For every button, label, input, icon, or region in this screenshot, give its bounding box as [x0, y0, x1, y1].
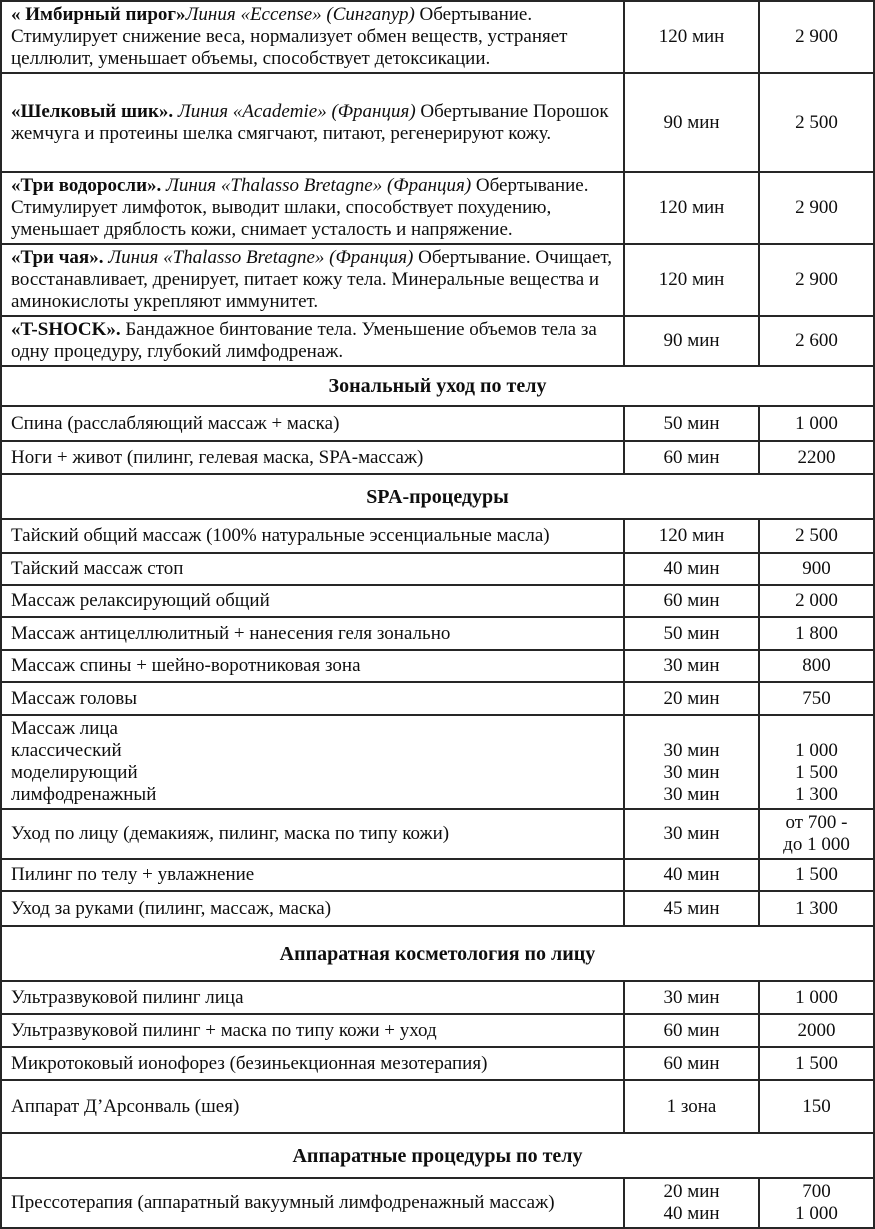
cell-line: 1 000: [795, 740, 838, 761]
duration-cell: [624, 715, 759, 809]
table-row: [1, 1080, 874, 1133]
service-cell: Прессотерапия (аппаратный вакуумный лимфодренажный массаж): [1, 1178, 624, 1228]
price-cell: 1 800: [759, 617, 874, 650]
price-cell: 2 900: [759, 1, 874, 73]
service-text-italic: Линия «Academie» (Франция): [177, 100, 416, 122]
service-text-italic: Линия «Thalasso Bretagne» (Франция): [108, 247, 414, 268]
cell-line: [762, 718, 871, 740]
service-cell: Пилинг по телу + увлажнение: [1, 859, 624, 891]
price-cell: 2 600: [759, 316, 874, 366]
price-cell: 2 500: [759, 519, 874, 553]
table-row: [1, 519, 874, 553]
service-text-bold: «T-SHOCK».: [11, 319, 126, 340]
service-text-bold: « Имбирный пирог»: [11, 4, 186, 25]
price-cell: 1 000: [759, 406, 874, 441]
service-cell: [1, 73, 624, 172]
service-cell: [1, 172, 624, 244]
table-row: [1, 553, 874, 585]
service-line: моделирующий: [11, 762, 138, 783]
table-row: [1, 1047, 874, 1080]
service-cell: Ноги + живот (пилинг, гелевая маска, SPA-массаж): [1, 441, 624, 474]
section-row: [1, 366, 874, 406]
section-row: [1, 1133, 874, 1178]
price-table-body: [1, 1, 874, 1228]
price-cell: 2000: [759, 1014, 874, 1047]
table-row: [1, 891, 874, 926]
table-row: [1, 859, 874, 891]
price-cell: 150: [759, 1080, 874, 1133]
table-row: [1, 406, 874, 441]
service-cell: Уход по лицу (демакияж, пилинг, маска по типу кожи): [1, 809, 624, 859]
service-cell: Тайский массаж стоп: [1, 553, 624, 585]
section-row: [1, 474, 874, 519]
duration-cell: 40 мин: [624, 553, 759, 585]
price-cell: [759, 715, 874, 809]
table-row: [1, 1178, 874, 1228]
table-row: [1, 585, 874, 617]
price-cell: 750: [759, 682, 874, 715]
section-title: Аппаратные процедуры по телу: [1, 1133, 874, 1178]
service-cell: Ультразвуковой пилинг + маска по типу кожи + уход: [1, 1014, 624, 1047]
cell-line: 30 мин: [663, 740, 720, 761]
duration-cell: 50 мин: [624, 406, 759, 441]
duration-cell: 40 мин: [624, 859, 759, 891]
section-title: Аппаратная косметология по лицу: [1, 926, 874, 981]
price-cell: 1 500: [759, 859, 874, 891]
service-text-italic: Линия «Thalasso Bretagne» (Франция): [166, 175, 472, 196]
duration-cell: 45 мин: [624, 891, 759, 926]
price-cell: 1 000: [759, 981, 874, 1014]
service-cell: [1, 715, 624, 809]
service-cell: Уход за руками (пилинг, массаж, маска): [1, 891, 624, 926]
duration-cell: 30 мин: [624, 650, 759, 682]
price-cell: 2 000: [759, 585, 874, 617]
cell-line: до 1 000: [783, 834, 850, 855]
table-row: [1, 316, 874, 366]
price-cell: 1 300: [759, 891, 874, 926]
service-text-italic: Линия «Eccense» (Сингапур): [185, 4, 415, 25]
section-row: [1, 926, 874, 981]
service-text-bold: «Три чая».: [11, 247, 109, 268]
price-cell: 2 900: [759, 244, 874, 316]
duration-cell: 60 мин: [624, 441, 759, 474]
table-row: [1, 617, 874, 650]
duration-cell: 120 мин: [624, 519, 759, 553]
cell-line: от 700 -: [785, 812, 848, 833]
table-row: [1, 682, 874, 715]
price-cell: [759, 809, 874, 859]
service-cell: Ультразвуковой пилинг лица: [1, 981, 624, 1014]
table-row: [1, 1014, 874, 1047]
cell-line: 40 мин: [663, 1203, 720, 1224]
service-cell: Микротоковый ионофорез (безиньекционная мезотерапия): [1, 1047, 624, 1080]
service-cell: Аппарат Д’Арсонваль (шея): [1, 1080, 624, 1133]
duration-cell: [624, 1178, 759, 1228]
section-title: SPA-процедуры: [1, 474, 874, 519]
service-text-normal: Обертывание. Стимулирует лимфоток, выводит шлаки, способствует похудению, уменьшает дряблость кожи, снимает усталость и напряжение.: [11, 175, 589, 240]
duration-cell: 20 мин: [624, 682, 759, 715]
duration-cell: 60 мин: [624, 1047, 759, 1080]
table-row: [1, 244, 874, 316]
price-cell: 2200: [759, 441, 874, 474]
service-text-normal: Обертывание. Стимулирует снижение веса, нормализует обмен веществ, устраняет целлюлит, уменьшает объемы, способствует детоксикации.: [11, 4, 568, 69]
table-row: [1, 172, 874, 244]
cell-line: 1 000: [795, 1203, 838, 1224]
price-cell: 2 900: [759, 172, 874, 244]
cell-line: 1 300: [795, 784, 838, 805]
service-cell: Массаж антицеллюлитный + нанесения геля зонально: [1, 617, 624, 650]
duration-cell: 120 мин: [624, 1, 759, 73]
service-text-bold: «Шелковый шик».: [11, 100, 178, 122]
service-line: лимфодренажный: [11, 784, 157, 805]
duration-cell: 90 мин: [624, 316, 759, 366]
cell-line: 30 мин: [663, 784, 720, 805]
duration-cell: 90 мин: [624, 73, 759, 172]
price-cell: 900: [759, 553, 874, 585]
service-cell: [1, 244, 624, 316]
table-row: [1, 73, 874, 172]
table-row: [1, 650, 874, 682]
service-text-normal: Обертывание. Очищает, восстанавливает, дренирует, питает кожу тела. Минеральные вещества и аминокислоты укрепляют иммунитет.: [11, 247, 613, 312]
table-row: [1, 715, 874, 809]
price-cell: [759, 1178, 874, 1228]
service-text-bold: «Три водоросли».: [11, 175, 167, 196]
table-row: [1, 981, 874, 1014]
service-cell: Массаж головы: [1, 682, 624, 715]
duration-cell: 120 мин: [624, 244, 759, 316]
table-row: [1, 441, 874, 474]
cell-line: [627, 718, 756, 740]
duration-cell: 60 мин: [624, 1014, 759, 1047]
table-row: [1, 809, 874, 859]
cell-line: 30 мин: [663, 762, 720, 783]
duration-cell: 50 мин: [624, 617, 759, 650]
service-line: классический: [11, 740, 122, 761]
table-row: [1, 1, 874, 73]
service-cell: Массаж спины + шейно-воротниковая зона: [1, 650, 624, 682]
section-title: Зональный уход по телу: [1, 366, 874, 406]
cell-line: 20 мин: [663, 1181, 720, 1202]
service-cell: [1, 316, 624, 366]
price-cell: 800: [759, 650, 874, 682]
cell-line: 1 500: [795, 762, 838, 783]
price-cell: 1 500: [759, 1047, 874, 1080]
service-cell: [1, 1, 624, 73]
service-line: Массаж лица: [11, 718, 118, 739]
service-text-normal: Обертывание Порошок жемчуга и протеины шелка смягчают, питают, регенерируют кожу.: [11, 100, 609, 144]
duration-cell: 30 мин: [624, 981, 759, 1014]
duration-cell: 1 зона: [624, 1080, 759, 1133]
service-cell: Спина (расслабляющий массаж + маска): [1, 406, 624, 441]
duration-cell: 120 мин: [624, 172, 759, 244]
duration-cell: 60 мин: [624, 585, 759, 617]
service-text-normal: Бандажное бинтование тела. Уменьшение объемов тела за одну процедуру, глубокий лимфодренаж.: [11, 319, 597, 362]
service-cell: Тайский общий массаж (100% натуральные эссенциальные масла): [1, 519, 624, 553]
service-cell: Массаж релаксирующий общий: [1, 585, 624, 617]
price-cell: 2 500: [759, 73, 874, 172]
cell-line: 700: [802, 1181, 831, 1202]
duration-cell: 30 мин: [624, 809, 759, 859]
